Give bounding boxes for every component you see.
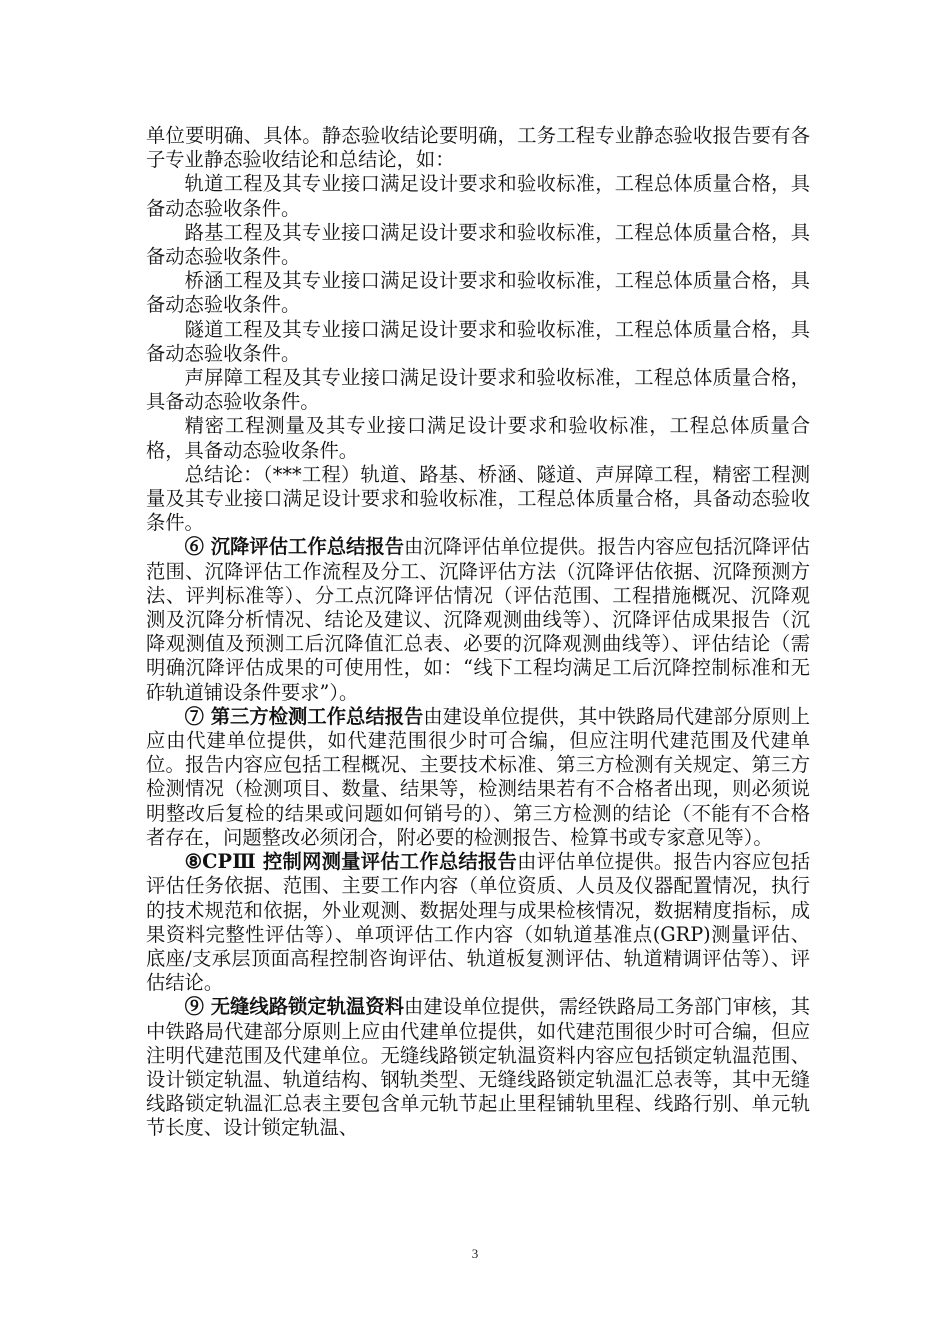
section-heading: ⑦ 第三方检测工作总结报告 [184, 704, 424, 728]
paragraph-sound-barrier-conclusion [146, 366, 810, 414]
paragraph-cpiii-report [146, 850, 810, 995]
section-heading: ⑥ 沉降评估工作总结报告 [184, 535, 405, 559]
paragraph-third-party-report [146, 705, 810, 850]
paragraph-overall-conclusion [146, 463, 810, 536]
paragraph-tunnel-conclusion [146, 318, 810, 366]
paragraph-cwr-temperature [146, 995, 810, 1140]
paragraph-subgrade-conclusion [146, 221, 810, 269]
paragraph-bridge-conclusion [146, 269, 810, 317]
paragraph-text: 单位要明确、具体。静态验收结论要明确，工务工程专业静态验收报告要有各子专业静态验收结论和总结论，如： [146, 124, 810, 172]
section-heading: ⑨ 无缝线路锁定轨温资料 [184, 995, 405, 1019]
paragraph-track-conclusion [146, 172, 810, 220]
paragraph-survey-conclusion [146, 414, 810, 462]
paragraph-text: 总结论：（***工程）轨道、路基、桥涵、隧道、声屏障工程，精密工程测量及其专业接口满足设计要求和验收标准，工程总体质量合格，具备动态验收条件。 [146, 462, 810, 535]
paragraph-text: 由评估单位提供。报告内容应包括评估任务依据、范围、主要工作内容（单位资质、人员及仪器配置情况，执行的技术规范和依据，外业观测、数据处理与成果检核情况，数据精度指标，成果资料完整性评估等）、单项评估工作内容（如轨道基准点(GRP)测量评估、底座/支承层顶面高程控制咨询评估、轨道板复测评估、轨道精调评估等）、评估结论。 [146, 850, 811, 995]
section-heading: ⑧CPⅢ 控制网测量评估工作总结报告 [184, 850, 518, 874]
page-number: 3 [471, 1246, 479, 1261]
body-text [146, 124, 810, 1141]
paragraph-text: 声屏障工程及其专业接口满足设计要求和验收标准，工程总体质量合格，具备动态验收条件。 [146, 366, 810, 414]
paragraph-intro [146, 124, 810, 172]
paragraph-text: 桥涵工程及其专业接口满足设计要求和验收标准，工程总体质量合格，具备动态验收条件。 [146, 269, 810, 317]
paragraph-text: 由建设单位提供，其中铁路局代建部分原则上应由代建单位提供，如代建范围很少时可合编，但应注明代建范围及代建单位。报告内容应包括工程概况、主要技术标准、第三方检测有关规定、第三方检测情况（检测项目、数量、结果等，检测结果若有不合格者出现，则必须说明整改后复检的结果或问题如何销号的）、第三方检测的结论（不能有不合格者存在，问题整改必须闭合，附必要的检测报告、检算书或专家意见等）。 [146, 704, 810, 849]
paragraph-settlement-report [146, 535, 810, 704]
paragraph-text: 路基工程及其专业接口满足设计要求和验收标准，工程总体质量合格，具备动态验收条件。 [146, 220, 810, 269]
paragraph-text: 精密工程测量及其专业接口满足设计要求和验收标准，工程总体质量合格，具备动态验收条件。 [146, 414, 810, 462]
paragraph-text: 由建设单位提供，需经铁路局工务部门审核，其中铁路局代建部分原则上应由代建单位提供，如代建范围很少时可合编，但应注明代建范围及代建单位。无缝线路锁定轨温资料内容应包括锁定轨温范围、设计锁定轨温、轨道结构、钢轨类型、无缝线路锁定轨温汇总表等，其中无缝线路锁定轨温汇总表主要包含单元轨节起止里程铺轨里程、线路行别、单元轨节长度、设计锁定轨温、 [146, 995, 811, 1140]
paragraph-text: 隧道工程及其专业接口满足设计要求和验收标准，工程总体质量合格，具备动态验收条件。 [146, 317, 810, 365]
paragraph-text: 由沉降评估单位提供。报告内容应包括沉降评估范围、沉降评估工作流程及分工、沉降评估方法（沉降评估依据、沉降预测方法、评判标准等）、分工点沉降评估情况（评估范围、工程措施概况、沉降观测及沉降分析情况、结论及建议、沉降观测曲线等）、沉降评估成果报告（沉降观测值及预测工后沉降值汇总表、必要的沉降观测曲线等）、评估结论（需明确沉降评估成果的可使用性，如：“线下工程均满足工后沉降控制标准和无砟轨道铺设条件要求”）。 [146, 535, 811, 704]
paragraph-text: 轨道工程及其专业接口满足设计要求和验收标准，工程总体质量合格，具备动态验收条件。 [146, 172, 810, 220]
